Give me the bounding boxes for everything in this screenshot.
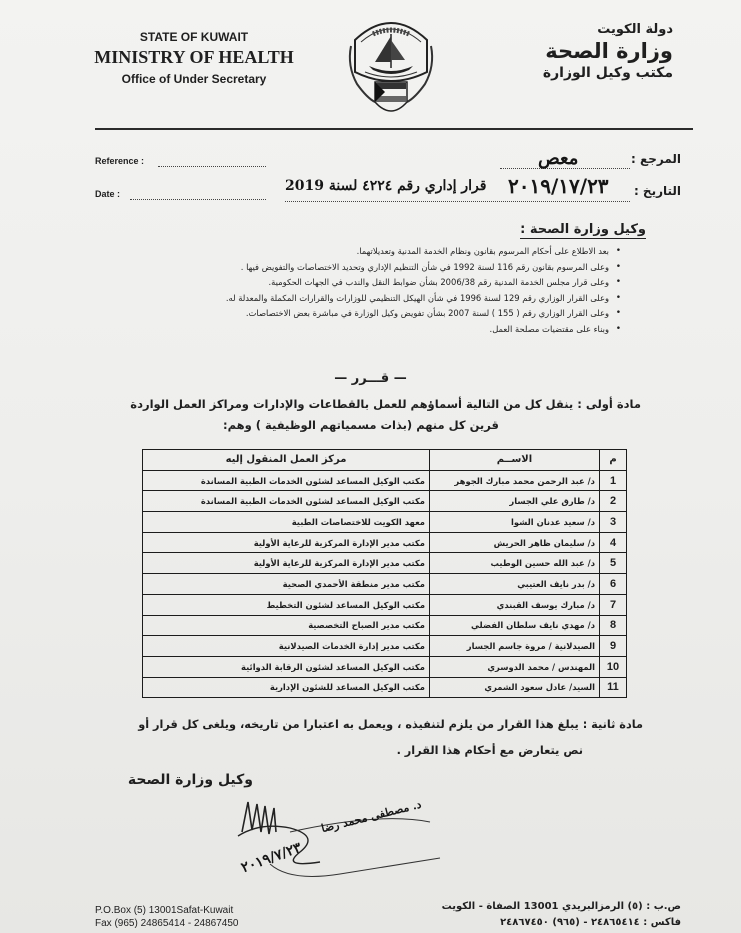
employee-name: د/ عبد الله حسين الوطيب [430,553,600,574]
reference-value: معص [538,148,579,169]
header-ar-office: مكتب وكيل الوزارة [542,65,673,81]
footer-en [95,904,238,930]
employee-name: د/ سليمان ظاهر الحريش [430,532,600,553]
signature-scribble-icon [230,792,470,892]
date-line-en [130,199,266,200]
table-row [143,574,627,595]
preamble-list [101,244,621,337]
row-number: 7 [600,594,627,615]
employee-name: الصيدلانية / مروة جاسم الجسار [430,636,600,657]
row-number: 6 [600,574,627,595]
table-row [143,615,627,636]
handwritten-signature [230,792,470,892]
row-number: 11 [600,677,627,698]
header-en [74,30,314,86]
table-row [143,677,627,698]
table-row [143,594,627,615]
table-row [143,532,627,553]
table-row [143,553,627,574]
signature-date: ٢٠١٩/٧/٢٣ [239,839,304,877]
table-row [143,636,627,657]
header-divider [95,128,693,130]
employee-name: د/ مهدي نايف سلطان الفضلي [430,615,600,636]
workplace: مكتب مدير الإدارة المركزية للرعاية الأولية [143,553,430,574]
workplace: مكتب الوكيل المساعد لشئون الخدمات الطبية المساندة [143,491,430,512]
transfer-table [142,449,627,698]
workplace: مكتب الوكيل المساعد لشئون الخدمات الطبية المساندة [143,470,430,491]
header-en-ministry: MINISTRY OF HEALTH [94,47,294,67]
kuwait-emblem-icon [345,10,437,122]
row-number: 1 [600,470,627,491]
article-two-line2: نص يتعارض مع أحكام هذا القرار . [396,744,583,757]
header-en-state: STATE OF KUWAIT [139,30,249,44]
workplace: مكتب الوكيل المساعد للشئون الإدارية [143,677,430,698]
employee-name: المهندس / محمد الدوسري [430,656,600,677]
workplace: مكتب مدير الإدارة المركزية للرعاية الأولية [143,532,430,553]
preamble-item: • وعلى قرار مجلس الخدمة المدنية رقم 2006/38 بشأن ضوابط النقل والندب في الجهات الحكومية. [101,275,621,291]
preamble-item: • وعلى القرار الوزاري رقم 129 لسنة 1996 في شأن الهيكل التنظيمي للوزارات والقرارات المكملة والمعدلة له. [101,291,621,307]
column-header-name: الاســم [430,450,600,471]
article-one-line1: مادة أولى : ينقل كل من التالية أسماؤهم للعمل بالقطاعات والإدارات ومراكز العمل الواردة [130,397,641,411]
workplace: مكتب مدير الصباح التخصصية [143,615,430,636]
header-ar-ministry: وزارة الصحة [545,39,673,63]
workplace: مكتب مدير إدارة الخدمات الصيدلانية [143,636,430,657]
header-ar-state: دولة الكويت [597,22,673,37]
date-value: ٢٠١٩/١٧/٢٣ [508,174,609,198]
row-number: 10 [600,656,627,677]
preamble-item: • بعد الاطلاع على أحكام المرسوم بقانون ونظام الخدمة المدنية وتعديلاتهما. [101,244,621,260]
column-header-workplace: مركز العمل المنقول إليه [143,450,430,471]
preamble-item: • وعلى القرار الوزاري رقم ( 155 ) لسنة 2007 بشأن تفويض وكيل الوزارة في مباشرة بعض الاختصاصات. [101,306,621,322]
workplace: مكتب مدير منطقة الأحمدي الصحية [143,574,430,595]
date-label-en: Date : [95,189,121,199]
row-number: 3 [600,512,627,533]
footer-en-po: P.O.Box (5) 13001Safat-Kuwait [95,905,234,916]
row-number: 4 [600,532,627,553]
workplace: مكتب الوكيل المساعد لشئون التخطيط [143,594,430,615]
employee-name: د/ مبارك يوسف القبندي [430,594,600,615]
table-row [143,470,627,491]
header-ar [543,22,673,81]
reference-label-en: Reference : [95,156,145,166]
table-header-row [143,450,627,471]
article-one-line2: قرين كل منهم (بذات مسمياتهم الوظيفية ) وهم: [223,418,499,432]
footer-ar [442,899,681,931]
footer-ar-po: ص.ب : (٥) الرمزالبريدي 13001 الصفاة - الكويت [441,901,681,912]
row-number: 2 [600,491,627,512]
decision-heading: — قـــرر — [334,371,407,386]
signatory-title: وكيل وزارة الصحة [127,772,253,788]
article-one [81,394,641,436]
column-header-no: م [600,450,627,471]
reference-label-ar: المرجع : [631,152,681,166]
workplace: مكتب الوكيل المساعد لشئون الرقابة الدوائية [143,656,430,677]
date-label-ar: التاريخ : [633,184,681,198]
article-two-line1: مادة ثانية : يبلغ هذا القرار من يلزم لتنفيذه ، ويعمل به اعتبارا من تاريخه، ويلغى كل قرار أو [138,718,643,731]
employee-name: د/ بدر نايف العتيبي [430,574,600,595]
decision-number: قرار إداري رقم ٤٢٢٤ لسنة 2019 [285,178,487,194]
row-number: 9 [600,636,627,657]
table-row [143,656,627,677]
workplace: معهد الكويت للاختصاصات الطبية [143,512,430,533]
article-two [83,712,643,764]
preamble-item: • وعلى المرسوم بقانون رقم 116 لسنة 1992 في شأن التنظيم الإداري وتحديد الاختصاصات والتفويض فيها . [101,260,621,276]
employee-name: د/ سعيد عدنان الشوا [430,512,600,533]
header-en-office: Office of Under Secretary [121,72,267,86]
preamble-item: • وبناء على مقتضيات مصلحة العمل. [101,322,621,338]
footer-en-fax: Fax (965) 24865414 - 24867450 [95,918,239,929]
employee-name: السيد/ عادل سعود الشمري [430,677,600,698]
addressee-heading: وكيل وزارة الصحة : [520,222,646,237]
date-line-ar [285,201,630,202]
employee-name: د/ طارق علي الجسار [430,491,600,512]
employee-name: د/ عبد الرحمن محمد مبارك الجوهر [430,470,600,491]
footer-ar-fax: فاكس : ٢٤٨٦٥٤١٤ - (٩٦٥) ٢٤٨٦٧٤٥٠ [500,917,681,928]
signature-name: د. مصطفى محمد رضا [319,797,423,836]
table-row [143,491,627,512]
row-number: 8 [600,615,627,636]
row-number: 5 [600,553,627,574]
reference-line-en [158,166,266,167]
table-row [143,512,627,533]
